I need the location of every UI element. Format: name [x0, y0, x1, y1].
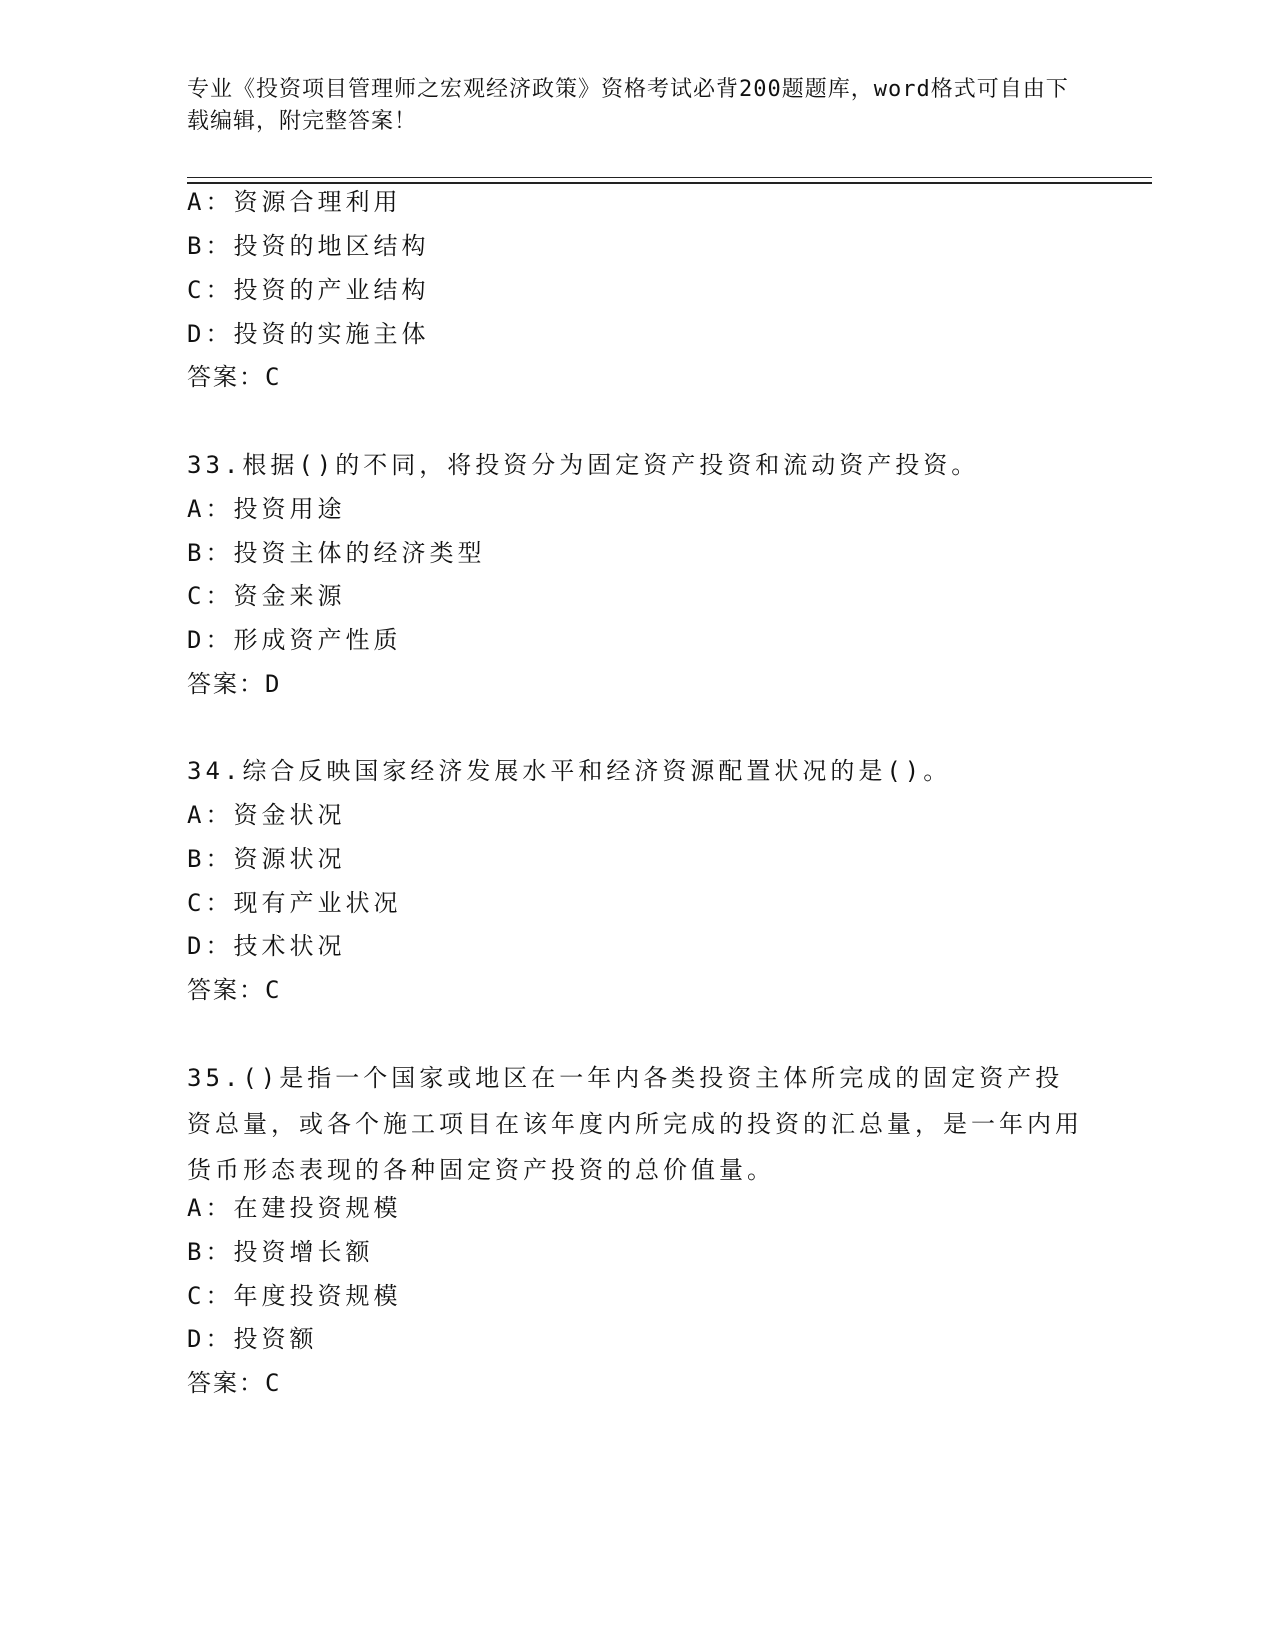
q33-option-c: C：资金来源	[187, 582, 346, 610]
q34-option-a: A：资金状况	[187, 801, 346, 829]
document-header: 专业《投资项目管理师之宏观经济政策》资格考试必背200题题库，word格式可自由下载编辑，附完整答案！	[187, 77, 1069, 134]
q33-stem: 33.根据()的不同，将投资分为固定资产投资和流动资产投资。	[187, 451, 980, 479]
q33-answer: 答案：D	[187, 670, 282, 698]
q34-option-c: C：现有产业状况	[187, 889, 402, 917]
q34-answer: 答案：C	[187, 976, 282, 1004]
q32-option-b: B：投资的地区结构	[187, 232, 430, 260]
q35-option-b: B：投资增长额	[187, 1238, 374, 1266]
q33-option-d: D：形成资产性质	[187, 626, 402, 654]
q34-stem: 34.综合反映国家经济发展水平和经济资源配置状况的是()。	[187, 757, 952, 785]
q35-option-d: D：投资额	[187, 1325, 318, 1353]
header-divider-top	[187, 177, 1152, 178]
q32-option-d: D：投资的实施主体	[187, 320, 430, 348]
header-divider-bottom	[187, 182, 1152, 184]
q35-answer: 答案：C	[187, 1369, 282, 1397]
q32-option-c: C：投资的产业结构	[187, 276, 430, 304]
q35-stem: 35.()是指一个国家或地区在一年内各类投资主体所完成的固定资产投资总量，或各个施工项目在该年度内所完成的投资的汇总量，是一年内用货币形态表现的各种固定资产投资的总价值量。	[187, 1064, 1083, 1184]
q33-option-a: A：投资用途	[187, 495, 346, 523]
q35-option-c: C：年度投资规模	[187, 1282, 402, 1310]
q32-option-a: A：资源合理利用	[187, 188, 402, 216]
q33-option-b: B：投资主体的经济类型	[187, 539, 486, 567]
q34-option-b: B：资源状况	[187, 845, 346, 873]
q34-option-d: D：技术状况	[187, 932, 346, 960]
q32-answer: 答案：C	[187, 363, 282, 391]
q35-option-a: A：在建投资规模	[187, 1194, 402, 1222]
